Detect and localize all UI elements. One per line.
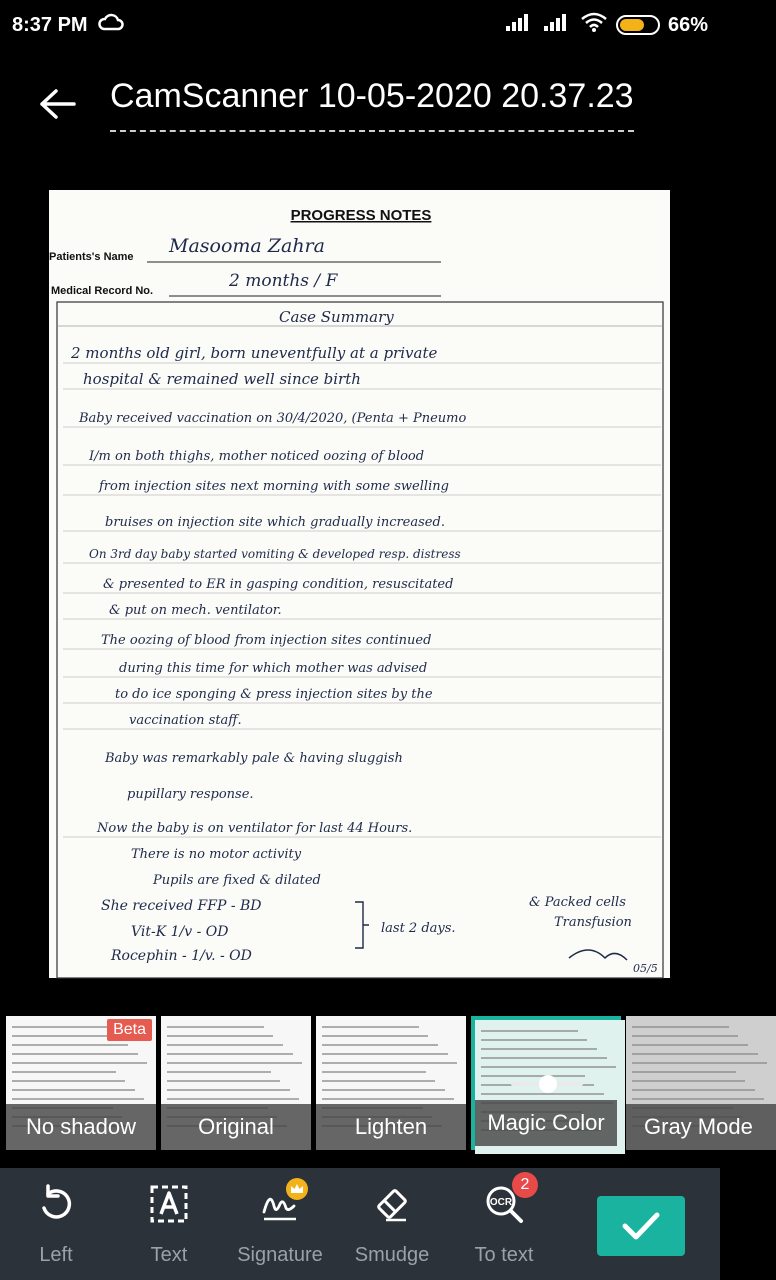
notification-badge: 2 (512, 1172, 538, 1198)
filter-label: Lighten (316, 1104, 466, 1150)
eraser-icon (372, 1184, 412, 1224)
handwritten-line: pupillary response. (127, 787, 254, 802)
handwritten-line: Vit-K 1/v - OD (131, 924, 229, 940)
filter-strip (0, 1016, 753, 1150)
back-button[interactable] (28, 74, 88, 134)
top-app-bar (0, 72, 720, 136)
battery-icon (616, 15, 660, 35)
status-bar (0, 0, 720, 50)
signature-label: Signature (237, 1244, 323, 1266)
rotate-left-button[interactable] (1, 1168, 111, 1280)
handwritten-line: & put on mech. ventilator. (109, 603, 282, 618)
handwritten-line: On 3rd day baby started vomiting & developed resp. distress (89, 547, 461, 561)
patient-label: Patients's Name (49, 251, 134, 263)
side-note-packed-cells: & Packed cells (529, 895, 626, 910)
ocr-icon (484, 1176, 530, 1224)
filter-original[interactable] (161, 1016, 311, 1150)
filter-no-shadow[interactable] (6, 1016, 156, 1150)
smudge-label: Smudge (354, 1244, 430, 1266)
record-label: Medical Record No. (51, 285, 154, 297)
signal-icon-2 (542, 12, 572, 38)
to-text-button[interactable] (449, 1168, 559, 1280)
filter-label: Gray Mode (626, 1104, 776, 1150)
text-icon (149, 1184, 189, 1224)
slider-handle[interactable] (539, 1075, 557, 1093)
filter-gray-mode[interactable] (626, 1016, 776, 1150)
signal-icon (504, 12, 534, 38)
beta-badge: Beta (107, 1019, 152, 1041)
to-text-label: To text (474, 1244, 534, 1266)
status-time: 8:37 PM (12, 13, 88, 36)
handwritten-line: to do ice sponging & press injection sites by the (115, 687, 433, 702)
checkmark-icon (621, 1211, 661, 1241)
handwritten-line: bruises on injection site which gradually increased. (105, 515, 445, 530)
handwritten-line: Baby was remarkably pale & having sluggish (105, 751, 403, 766)
text-label: Text (150, 1244, 188, 1266)
age-sex: 2 months / F (229, 271, 338, 291)
handwritten-line: during this time for which mother was advised (119, 661, 428, 676)
handwritten-lines (63, 344, 661, 964)
filter-magic-color[interactable] (471, 1016, 621, 1150)
battery-percentage: 66% (667, 13, 708, 36)
signature-button[interactable] (225, 1168, 335, 1280)
doc-heading: PROGRESS NOTES (290, 207, 432, 224)
filter-label: Magic Color (475, 1100, 617, 1146)
smudge-button[interactable] (337, 1168, 447, 1280)
filter-label: Original (161, 1104, 311, 1150)
patient-name: Masooma Zahra (169, 235, 325, 257)
confirm-button[interactable] (597, 1196, 685, 1256)
handwritten-line: from injection sites next morning with some swelling (99, 479, 449, 494)
filter-label: No shadow (6, 1104, 156, 1150)
signature-date: 05/5 (633, 962, 658, 975)
side-note-transfusion: Transfusion (554, 915, 632, 930)
status-indicators (504, 12, 708, 38)
handwritten-line: & presented to ER in gasping condition, resuscitated (103, 577, 454, 592)
handwritten-line: There is no motor activity (131, 847, 302, 862)
handwritten-line: hospital & remained well since birth (83, 370, 361, 388)
document-preview[interactable] (49, 190, 670, 978)
crown-icon (286, 1178, 308, 1200)
handwritten-line: Baby received vaccination on 30/4/2020, (Penta + Pneumo (79, 411, 467, 426)
intensity-slider[interactable] (511, 1082, 583, 1086)
filter-lighten[interactable] (316, 1016, 466, 1150)
rotate-left-label: Left (39, 1244, 73, 1266)
wifi-icon (580, 12, 608, 38)
bracket-note: last 2 days. (381, 921, 456, 936)
handwritten-line: I/m on both thighs, mother noticed oozing of blood (89, 449, 425, 464)
handwritten-line: Rocephin - 1/v. - OD (111, 948, 252, 964)
document-title[interactable]: CamScanner 10-05-2020 20.37.23 (110, 77, 634, 132)
text-button[interactable] (114, 1168, 224, 1280)
bottom-toolbar (0, 1168, 720, 1280)
handwritten-line: Pupils are fixed & dilated (153, 873, 321, 888)
arrow-left-icon (38, 88, 78, 120)
handwritten-line: vaccination staff. (129, 713, 242, 728)
section-title: Case Summary (279, 308, 394, 326)
handwritten-line: Now the baby is on ventilator for last 44 Hours. (97, 821, 413, 836)
cloud-icon (98, 13, 124, 37)
rotate-left-icon (36, 1184, 76, 1224)
handwritten-line: The oozing of blood from injection sites continued (101, 633, 432, 648)
battery-level (620, 19, 644, 31)
svg-text:OCR: OCR (489, 1197, 513, 1208)
handwritten-line: She received FFP - BD (101, 898, 262, 914)
signature-icon (260, 1184, 300, 1224)
handwritten-line: 2 months old girl, born uneventfully at a private (71, 344, 438, 362)
